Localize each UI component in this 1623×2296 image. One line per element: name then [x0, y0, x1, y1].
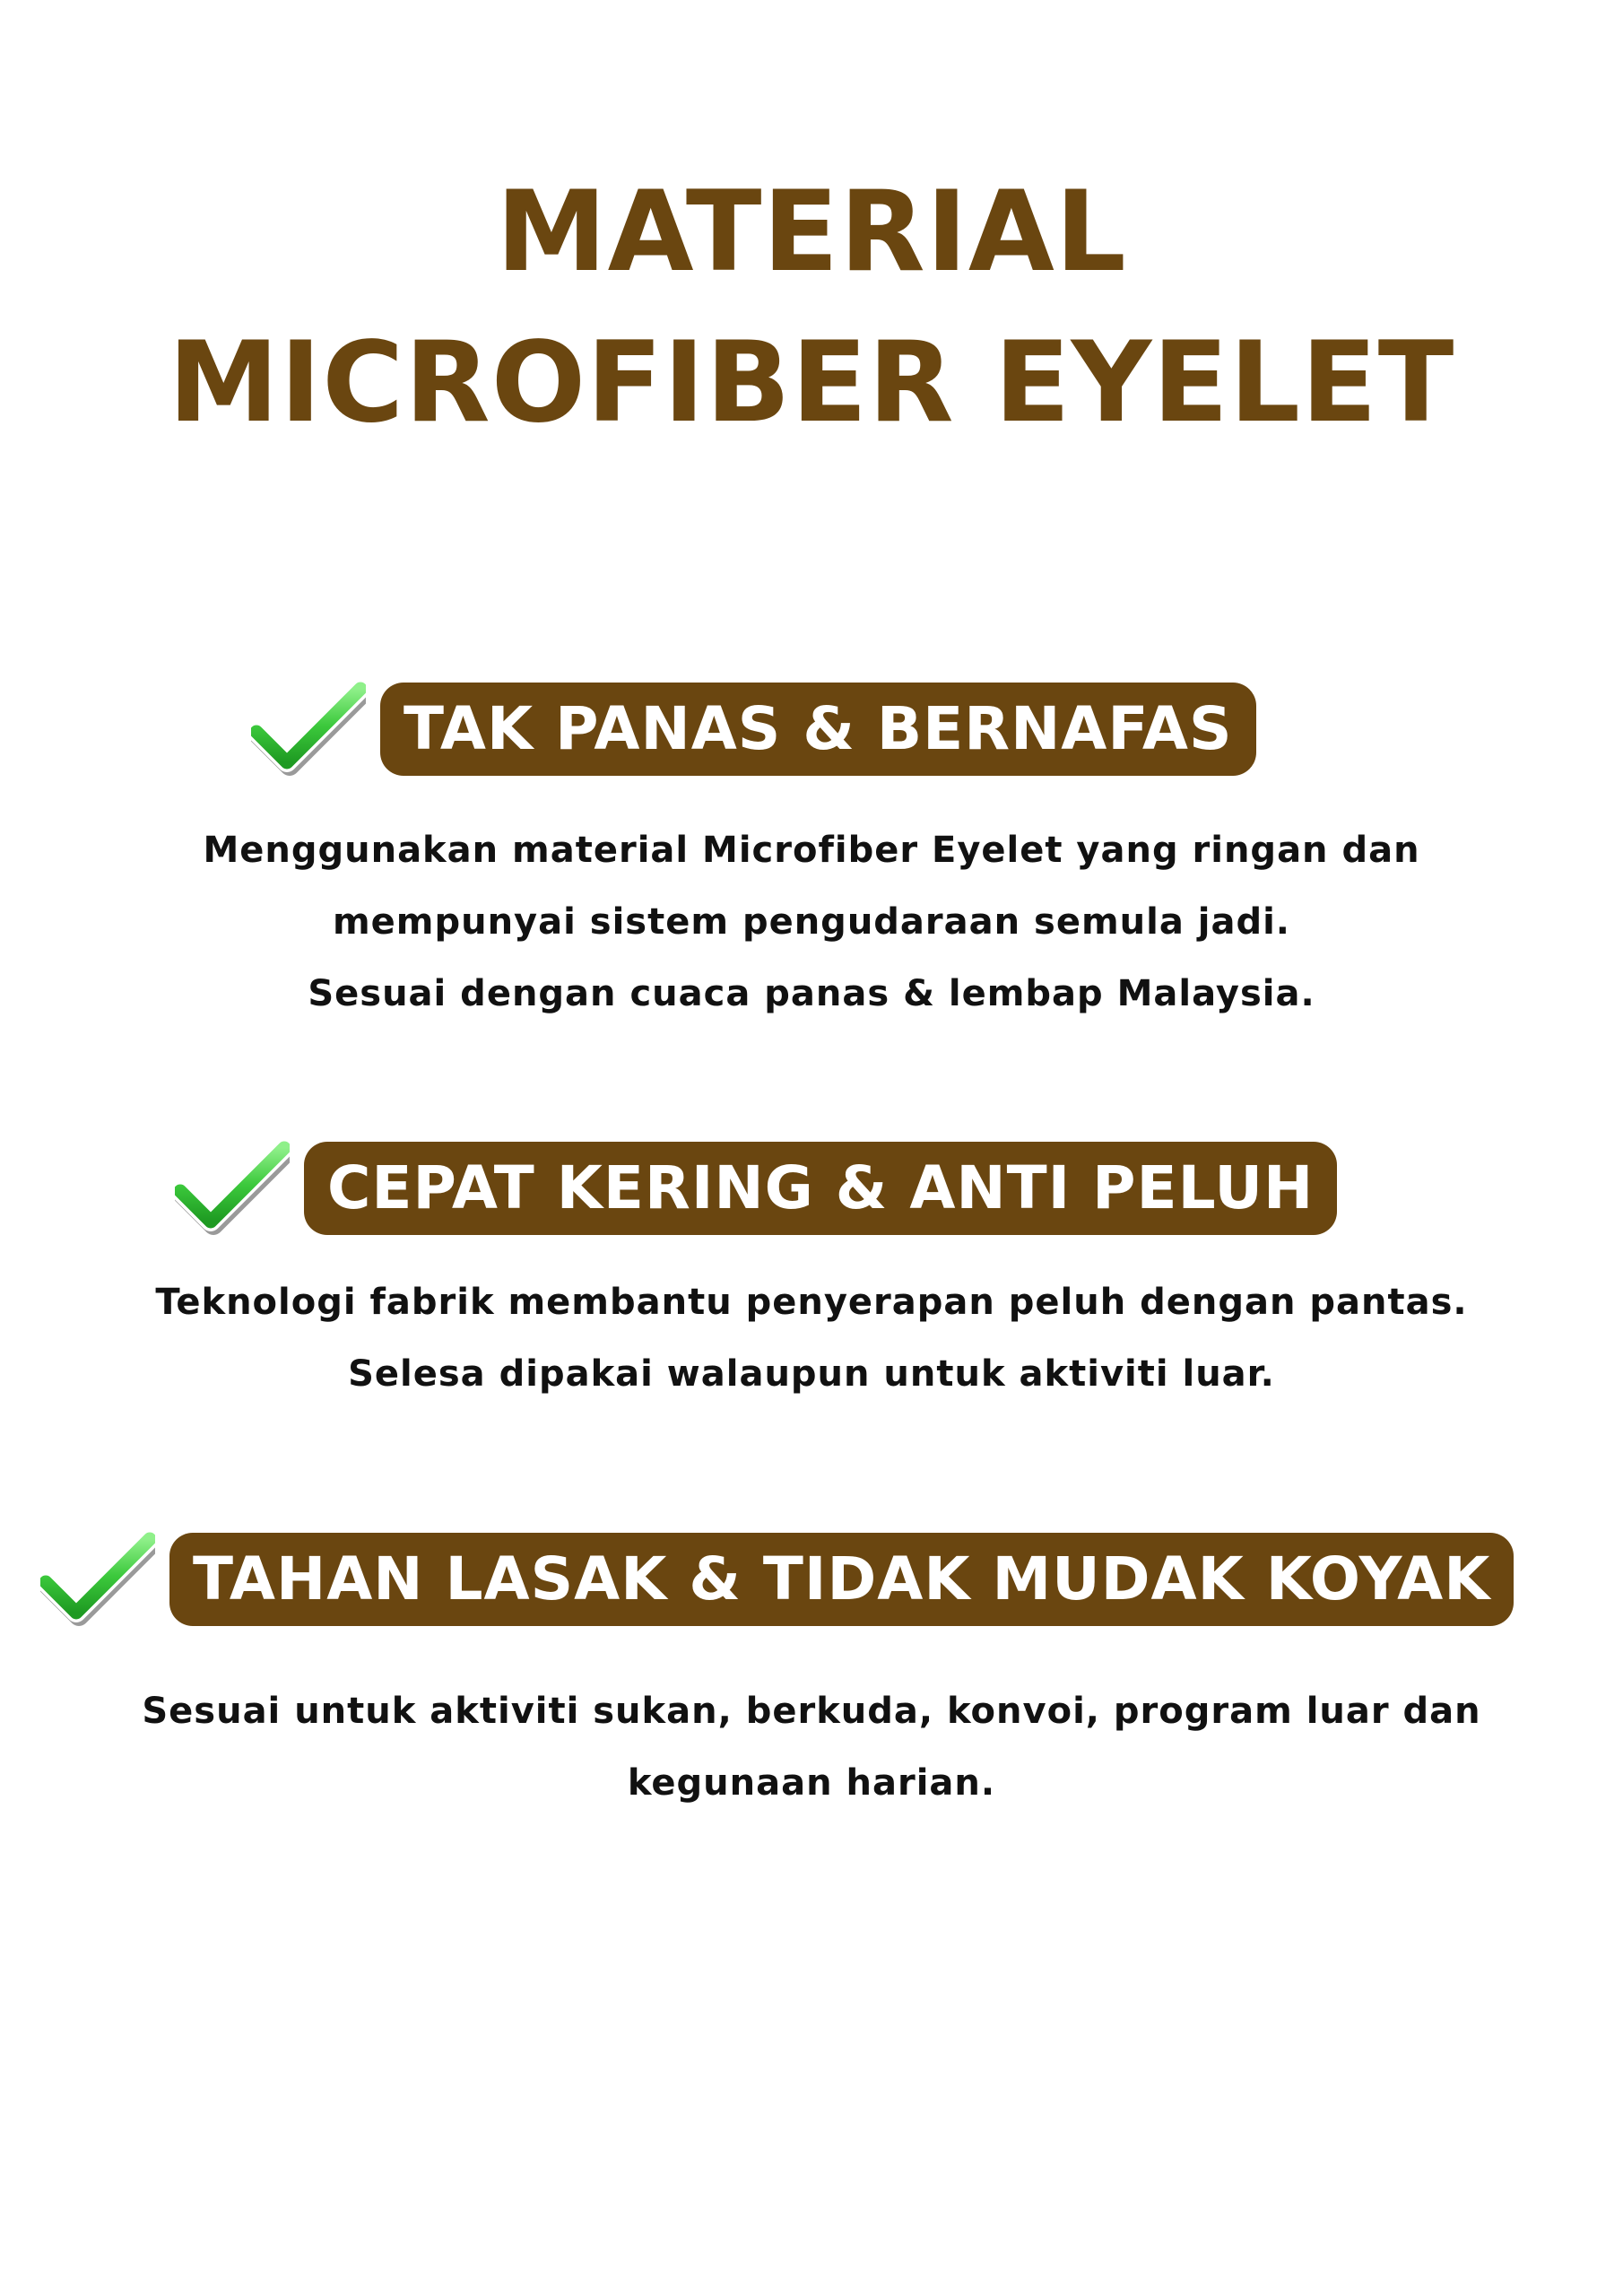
feature-header-3 [40, 1530, 1514, 1629]
feature-description-line: Sesuai dengan cuaca panas & lembap Malaysia. [308, 973, 1315, 1014]
feature-description-line: Menggunakan material Microfiber Eyelet yang ringan dan [203, 830, 1420, 871]
page-title [0, 157, 1623, 458]
feature-description-line: kegunaan harian. [627, 1762, 996, 1804]
feature-heading-1: TAK PANAS & BERNAFAS [380, 683, 1256, 776]
feature-description-3 [0, 1675, 1623, 1819]
feature-description-1 [0, 814, 1623, 1030]
feature-heading-2: CEPAT KERING & ANTI PELUH [304, 1142, 1337, 1235]
checkmark-icon [40, 1530, 155, 1629]
feature-header-2 [175, 1139, 1337, 1238]
feature-description-2 [0, 1266, 1623, 1410]
feature-description-line: Teknologi fabrik membantu penyerapan peluh dengan pantas. [155, 1282, 1468, 1323]
checkmark-icon [175, 1139, 290, 1238]
feature-description-line: mempunyai sistem pengudaraan semula jadi. [332, 901, 1290, 943]
page-title-line-1: MATERIAL [496, 168, 1127, 297]
feature-header-1 [251, 680, 1256, 778]
feature-description-line: Sesuai untuk aktiviti sukan, berkuda, konvoi, program luar dan [142, 1691, 1481, 1732]
feature-heading-3: TAHAN LASAK & TIDAK MUDAK KOYAK [169, 1533, 1514, 1626]
feature-description-line: Selesa dipakai walaupun untuk aktiviti luar. [348, 1353, 1275, 1395]
page-title-line-2: MICROFIBER EYELET [168, 318, 1455, 448]
checkmark-icon [251, 680, 366, 778]
